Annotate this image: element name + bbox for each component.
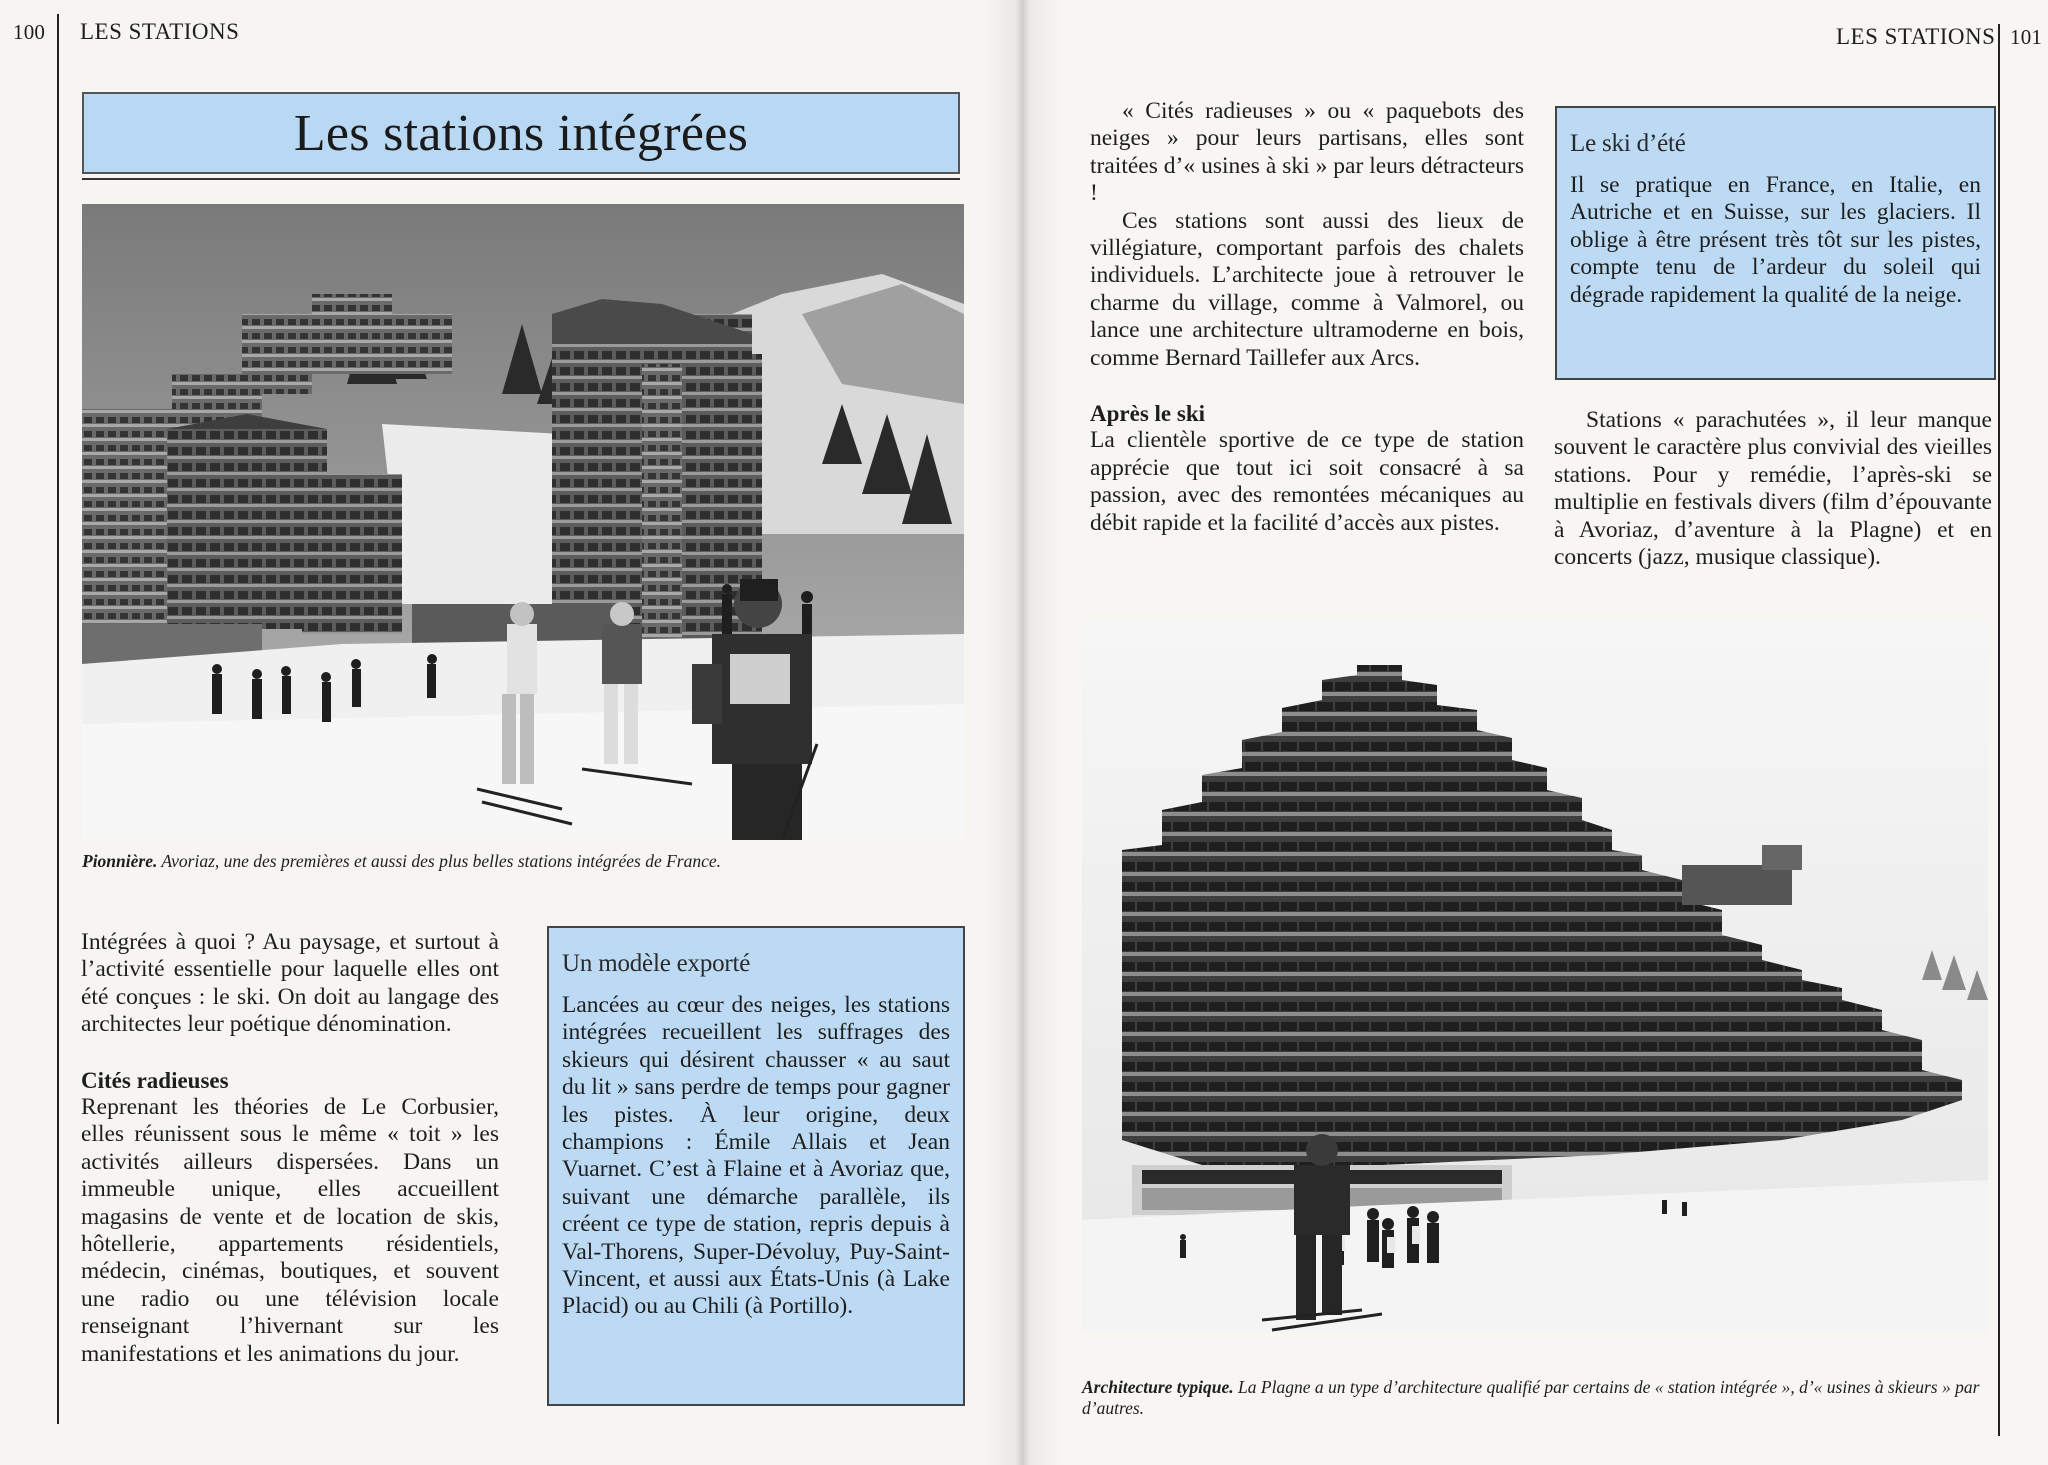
book-gutter	[985, 0, 1060, 1465]
running-head: LES STATIONS	[1836, 24, 1996, 49]
page-number: 100	[13, 20, 46, 44]
page-number: 101	[2010, 25, 2043, 49]
title-banner	[82, 92, 960, 174]
photo-caption	[1082, 1377, 2002, 1419]
sidebar-text: Il se pratique en France, en Italie, en Autriche et en Suisse, sur les glaciers. Il oblige à être présent très tôt sur les pistes, compte tenu de l’ardeur du soleil qui dégrade rapidement la qualité de la neige.	[1570, 172, 1981, 308]
paragraph: Ces stations sont aussi des lieux de villégiature, comportant parfois des chalets individuels. L’architecte joue à retrouver le charme du village, comme à Valmorel, ou lance une architecture ultramoderne en bois, comme Bernard Taillefer aux Arcs.	[1090, 207, 1524, 371]
caption-lead: Pionnière.	[82, 851, 158, 871]
right-page	[1018, 0, 2048, 1465]
right-column-2	[1554, 407, 1992, 571]
section-paragraph: La clientèle sportive de ce type de station apprécie que tout ici soit consacré à sa passion, avec des remontées mécaniques au débit rapide et la facilité d’accès aux pistes.	[1090, 427, 1524, 536]
sidebar-title: Un modèle exporté	[562, 950, 751, 977]
photo-caption	[82, 851, 972, 872]
sidebar-title: Le ski d’été	[1570, 130, 1686, 157]
caption-lead: Architecture typique.	[1082, 1377, 1234, 1397]
caption-text: La Plagne a un type d’architecture qualifié par certains de « station intégrée », d’« usines à skieurs » par d’autres.	[1082, 1377, 1980, 1418]
margin-rule	[1998, 24, 2000, 1436]
sidebar-text: Lancées au cœur des neiges, les stations intégrées recueillent les suffrages des skieurs qui désirent chausser « au saut du lit » sans perdre de temps pour gagner les pistes. À leur origine, deux champions : Émile Allais et Jean Vuarnet. C’est à Flaine et à Avoriaz que, suivant une démarche parallèle, ils créent ce type de station, repris depuis à Val-Thorens, Super-Dévoluy, Puy-Saint-Vincent, et aussi aux États-Unis (à Lake Placid) ou au Chili (à Portillo).	[562, 992, 950, 1320]
section-heading: Après le ski	[1090, 401, 1205, 427]
right-column-1	[1090, 98, 1524, 537]
paragraph: Stations « parachutées », il leur manque souvent le caractère plus convivial des vieilles stations. Pour y remédie, l’après-ski se multiplie en festivals divers (film d’épouvante à Avoriaz, d’aventure à la Plagne) et en concerts (jazz, musique classique).	[1554, 407, 1992, 571]
avoriaz-photo	[82, 204, 964, 840]
running-head: LES STATIONS	[80, 19, 240, 44]
section-paragraph: Reprenant les théories de Le Corbusier, elles réunissent sous le même « toit » les activités ailleurs dispersées. Dans un immeuble unique, elles accueillent magasins de vente et de location de skis, hôtellerie, appartements résidentiels, médecin, cinémas, boutiques, et souvent une radio ou une télévision locale renseignant l’hivernant sur les manifestations et les animations du jour.	[81, 1094, 499, 1367]
intro-paragraph: Intégrées à quoi ? Au paysage, et surtout à l’activité essentielle pour laquelle elles ont été conçues : le ski. On doit au langage des architectes leur poétique dénomination.	[81, 929, 499, 1038]
page-title: Les stations intégrées	[293, 104, 749, 162]
left-column	[81, 929, 499, 1368]
sidebar-box	[547, 926, 965, 1406]
left-page	[0, 0, 1018, 1465]
caption-text: Avoriaz, une des premières et aussi des plus belles stations intégrées de France.	[157, 851, 722, 871]
paragraph: « Cités radieuses » ou « paquebots des neiges » pour leurs partisans, elles sont traitées d’« usines à ski » par leurs détracteurs !	[1090, 98, 1524, 207]
margin-rule	[57, 14, 59, 1424]
la-plagne-photo	[1082, 620, 1988, 1332]
section-heading: Cités radieuses	[81, 1067, 229, 1093]
sidebar-box	[1555, 106, 1996, 380]
